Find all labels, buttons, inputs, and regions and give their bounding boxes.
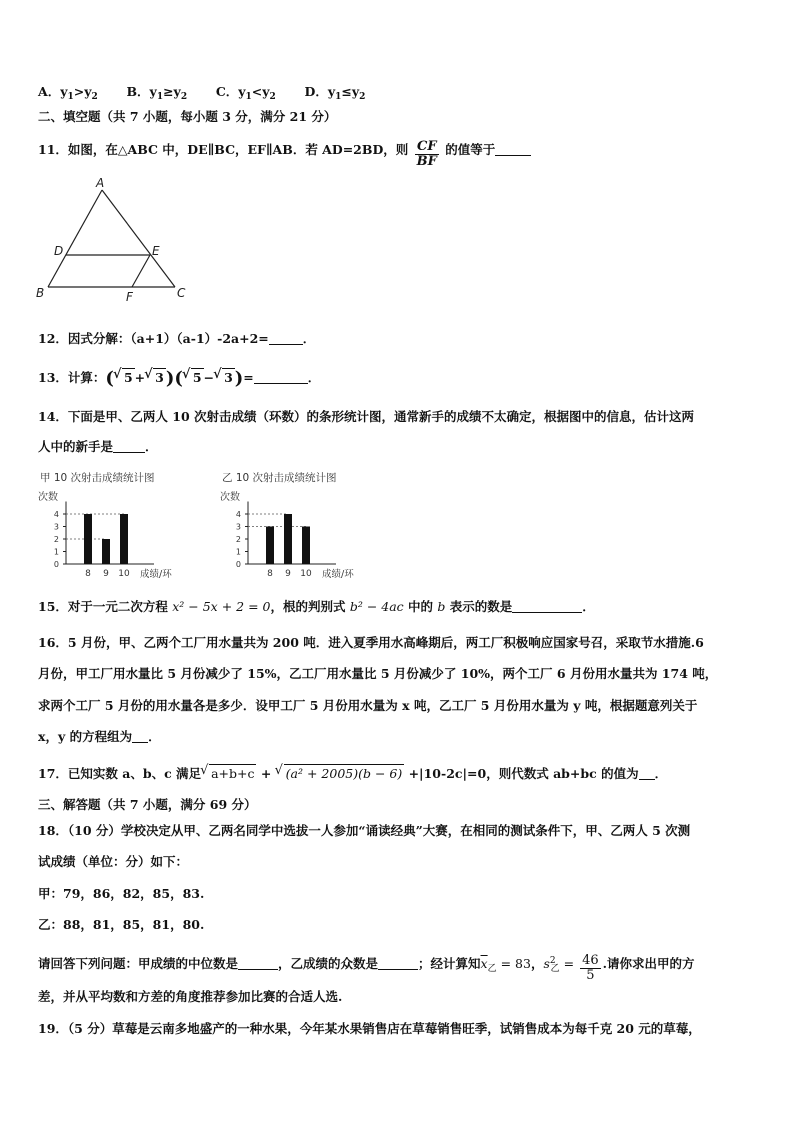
side-ab [48,190,102,287]
paren: ) [234,368,244,389]
question-18-line6: 差，并从平均数和方差的角度推荐参加比赛的合适人选. [38,989,343,1004]
den: BF [416,154,437,169]
eq: = [243,370,254,385]
answer-blank[interactable] [113,440,145,453]
label-a: A [96,176,105,190]
cmp: >y [73,84,92,99]
q11-tail: 的值等于 [445,142,496,157]
question-14-line2 [38,438,158,456]
y-tick-label: 4 [53,510,59,519]
y-tick-label: 2 [53,535,59,544]
y-tick-label: 0 [235,560,241,569]
sup: 2 [549,956,556,966]
sub: 1 [67,92,74,102]
s: s [543,956,550,971]
side-ac [102,190,175,287]
q16-tail: ． [148,729,161,744]
q15-text1: 15．对于一元二次方程 [38,599,173,614]
sqrt-abc: √ a+b+c [209,764,256,783]
bar-10 [120,514,128,564]
y-tick-label: 0 [53,560,59,569]
section-3-heading: 三、解答题（共 7 小题，满分 69 分） [38,797,257,812]
question-18-line5 [38,952,694,983]
y-tick-label: 4 [235,510,241,519]
sub: 1 [245,92,252,102]
y-tick-label: 3 [53,522,59,532]
question-19-line1: 19．（5 分）草莓是云南多地盛产的一种水果，今年某水果销售店在草莓销售旺季，试销售成本为每千克 20 元的草莓， [38,1021,701,1036]
sub: 2 [269,92,276,102]
sub: 2 [91,92,98,102]
q12-text: 12．因式分解：（a+1）（a-1）-2a+2= [38,331,269,346]
sub: 乙 [550,964,560,974]
comma: ， [530,956,544,971]
fraction-cf-bf [415,140,439,169]
section-2-heading: 二、填空题（共 7 小题，每小题 3 分，满分 21 分） [38,109,337,124]
scores-jia: 甲：79，86，82，85，83. [38,886,205,901]
answer-blank[interactable] [495,143,531,156]
q13-label: 13．计算： [38,370,106,385]
cmp: ≥y [163,84,181,99]
op: − [203,370,215,385]
bar-10 [302,527,310,565]
op: + [256,766,276,781]
q17-tail: ． [654,766,668,781]
cmp: <y [251,84,270,99]
x-axis-label: 成绩/环 [140,569,172,580]
question-14-line1: 14．下面是甲、乙两人 10 次射击成绩（环数）的条形统计图，通常新手的成绩不太确定，根据图中的信息，估计这两 [38,409,694,424]
x-tick-label: 9 [285,569,291,579]
q10-options [38,83,365,106]
q18-b: ，乙成绩的众数是 [278,956,379,971]
sub: 2 [359,92,366,102]
answer-blank[interactable] [132,730,148,743]
q12-tail: ． [302,331,316,346]
q14-tail: ． [145,439,158,454]
sub: 乙 [487,964,497,974]
question-16-line2: 月份，甲工厂用水量比 5 月份减少了 15%，乙工厂用水量比 5 月份减少了 10%，两个工厂 6 月份用水量共为 174 吨， [38,666,718,681]
question-12 [38,330,315,348]
den: 5 [586,968,595,983]
q17-text1: 17．已知实数 a、b、c 满足 [38,766,202,781]
question-13 [38,368,320,388]
q15-b: b [437,599,446,614]
y-tick-label: 1 [235,547,241,557]
y-axis-label: 次数 [38,492,58,503]
num: CF [415,140,439,155]
q16-text: x，y 的方程组为 [38,729,133,744]
answer-blank[interactable] [512,600,582,613]
q18-d: .请你求出甲的方 [602,956,695,971]
answer-blank[interactable] [639,767,655,780]
answer-blank[interactable] [238,957,278,970]
q15-equation: x² − 5x + 2 = 0 [172,599,271,614]
label-b: B [36,286,45,300]
paren: ( [105,368,114,389]
triangle-diagram [30,175,200,305]
answer-blank[interactable] [254,371,308,384]
sqrt-3: √ 3 [222,368,235,387]
option-b: B．y [126,84,157,99]
q15-text2: ，根的判别式 [270,599,350,614]
y-tick-label: 3 [235,522,241,532]
q17-text2: +|10-2c|=0，则代数式 ab+bc 的值为 [404,766,639,781]
q15-discriminant: b² − 4ac [349,599,404,614]
paren: )( [165,368,183,389]
x-tick-label: 10 [118,569,130,579]
q18-a: 请回答下列问题：甲成绩的中位数是 [38,956,239,971]
q11-text: 11．如图，在△ABC 中，DE∥BC，EF∥AB．若 AD=2BD，则 [38,142,409,157]
question-16-line4 [38,728,161,746]
label-d: D [54,244,64,258]
answer-blank[interactable] [378,957,418,970]
chart-jia [36,488,216,583]
label-f: F [126,290,133,304]
label-e: E [152,244,160,258]
bar-8 [266,527,274,565]
num: 46 [582,953,599,968]
q18-c: ；经计算知 [418,956,481,971]
q15-tail: ． [582,599,595,614]
sub: 2 [180,92,188,102]
sub: 1 [335,92,342,102]
option-a: A．y [38,84,68,99]
chart-1-title: 甲 10 次射击成绩统计图 [40,472,155,484]
question-16-line1: 16．5 月份，甲、乙两个工厂用水量共为 200 吨．进入夏季用水高峰期后，两工厂积极响应国家号召，采取节水措施.6 [38,635,704,650]
x-axis-label: 成绩/环 [322,569,354,580]
sqrt-product: √ (a² + 2005)(b − 6) [284,764,405,783]
sqrt-5: √ 5 [122,368,135,387]
y-tick-label: 1 [53,547,59,557]
bar-8 [84,514,92,564]
x-tick-label: 8 [267,569,273,579]
question-15 [38,598,595,616]
q14-text: 人中的新手是 [38,439,114,454]
sub: 1 [156,92,164,102]
question-17 [38,764,667,783]
fraction-46-5 [580,954,601,983]
cmp: ≤y [341,84,360,99]
q15-text3: 中的 [403,599,438,614]
chart-yi [218,488,398,583]
x-tick-label: 9 [103,569,109,579]
y-tick-label: 2 [235,535,241,544]
bar-9 [284,514,292,564]
y-axis-label: 次数 [220,492,240,503]
answer-blank[interactable] [269,332,303,345]
x-tick-label: 8 [85,569,91,579]
q13-tail: ． [307,370,321,385]
question-18-line1: 18．（10 分）学校决定从甲、乙两名同学中选拔一人参加“诵读经典”大赛，在相同的测试条件下，甲、乙两人 5 次测 [38,823,691,838]
val: = 83 [496,956,531,971]
option-d: D．y [304,84,336,99]
chart-2-title: 乙 10 次射击成绩统计图 [222,472,337,484]
question-16-line3: 求两个工厂 5 月份的用水量各是多少．设甲工厂 5 月份用水量为 x 吨，乙工厂 5 月份用水量为 y 吨，根据题意列关于 [38,698,698,713]
xbar: $\overline{x}$ [480,956,488,971]
eq: = [559,956,579,971]
op: + [134,370,146,385]
scores-yi: 乙：88，81，85，81，80. [38,917,205,932]
option-c: C．y [215,84,246,99]
sqrt-3: √ 3 [153,368,166,387]
bar-9 [102,539,110,564]
label-c: C [177,286,186,300]
question-11 [38,140,531,169]
segment-ef [132,255,150,287]
sqrt-5: √ 5 [191,368,204,387]
question-18-line2: 试成绩（单位：分）如下： [38,854,189,869]
q15-text4: 表示的数是 [445,599,513,614]
x-tick-label: 10 [300,569,312,579]
